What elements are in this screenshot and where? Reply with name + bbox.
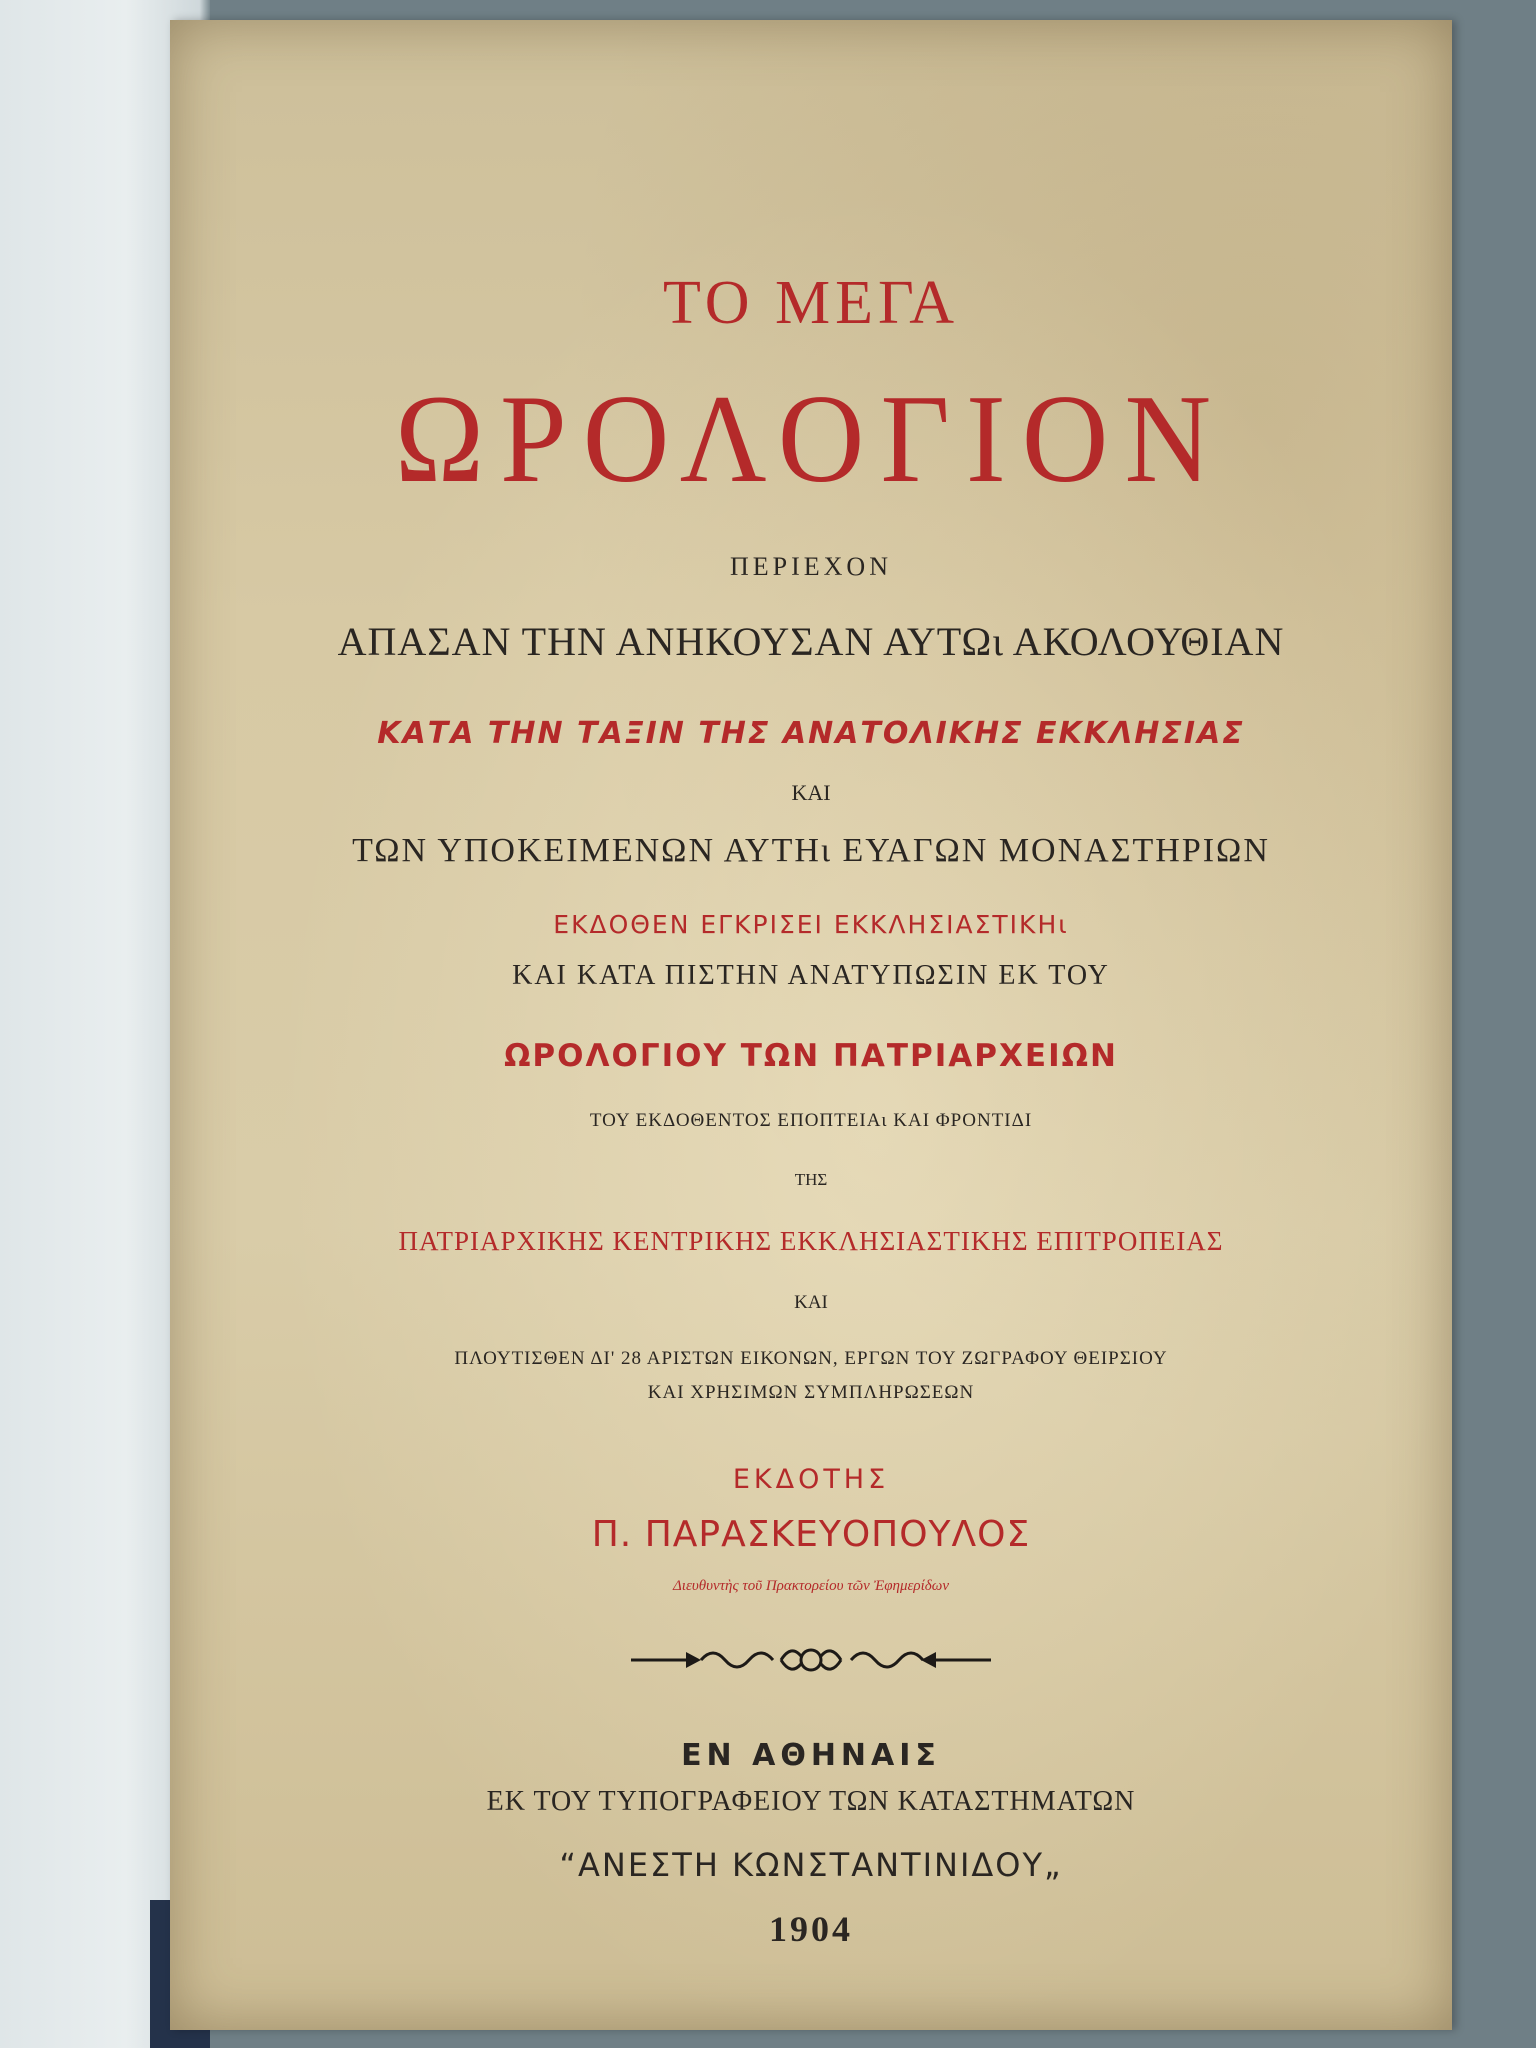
subtitle-eastern-church: ΚΑΤΑ ΤΗΝ ΤΑΞΙΝ ΤΗΣ ΑΝΑΤΟΛΙΚΗΣ ΕΚΚΛΗΣΙΑΣ [377,716,1245,751]
imprint-printer-name: “ΑΝΕΣΤΗ ΚΩΝΣΤΑΝΤΙΝΙΔΟΥ„ [559,1846,1063,1884]
title-line-1: ΤΟ ΜΕΓΑ [662,269,960,337]
subtitle-supervision: ΤΟΥ ΕΚΔΟΘΕΝΤΟΣ ΕΠΟΠΤΕΙΑι ΚΑΙ ΦΡΟΝΤΙΔΙ [589,1110,1033,1131]
subtitle-containing: ΠΕΡΙΕΧΟΝ [730,552,892,581]
imprint-year: 1904 [769,1909,853,1949]
subtitle-all-services: ΑΠΑΣΑΝ ΤΗΝ ΑΝΗΚΟΥΣΑΝ ΑΥΤΩι ΑΚΟΛΟΥΘΙΑΝ [337,619,1285,664]
publisher-label: ΕΚΔΟΤΗΣ [732,1464,890,1495]
conjunction-and-1: ΚΑΙ [791,780,831,805]
main-title: ΩΡΟΛΟΓΙΟΝ [394,368,1228,509]
subtitle-reprint: ΚΑΙ ΚΑΤΑ ΠΙΣΤΗΝ ΑΝΑΤΥΠΩΣΙΝ ΕΚ ΤΟΥ [512,960,1110,991]
subtitle-committee: ΠΑΤΡΙΑΡΧΙΚΗΣ ΚΕΝΤΡΙΚΗΣ ΕΚΚΛΗΣΙΑΣΤΙΚΗΣ ΕΠΙΤΡΟΠΕΙΑΣ [398,1226,1224,1256]
subtitle-patriarchates: ΩΡΟΛΟΓΙΟΥ ΤΩΝ ΠΑΤΡΙΑΡΧΕΙΩΝ [504,1038,1118,1074]
word-of-the: ΤΗΣ [794,1170,828,1189]
conjunction-and-2: ΚΑΙ [794,1292,828,1313]
publisher-name: Π. ΠΑΡΑΣΚΕΥΟΠΟΥΛΟΣ [591,1514,1031,1555]
imprint-printer: ΕΚ ΤΟΥ ΤΥΠΟΓΡΑΦΕΙΟΥ ΤΩΝ ΚΑΤΑΣΤΗΜΑΤΩΝ [486,1786,1136,1817]
title-page [170,20,1452,2030]
imprint-place: ΕΝ ΑΘΗΝΑΙΣ [681,1738,941,1773]
ornament-divider-icon [170,1642,1452,1682]
publisher-role: Διευθυντὴς τοῦ Πρακτορείου τῶν Ἐφημερίδων [673,1578,949,1594]
subtitle-monasteries: ΤΩΝ ΥΠΟΚΕΙΜΕΝΩΝ ΑΥΤΗι ΕΥΑΓΩΝ ΜΟΝΑΣΤΗΡΙΩΝ [352,832,1270,869]
subtitle-illustrations: ΠΛΟΥΤΙΣΘΕΝ ΔΙ' 28 ΑΡΙΣΤΩΝ ΕΙΚΟΝΩΝ, ΕΡΓΩΝ ΤΟΥ ΖΩΓΡΑΦΟΥ ΘΕΙΡΣΙΟΥ [454,1348,1168,1369]
subtitle-supplements: ΚΑΙ ΧΡΗΣΙΜΩΝ ΣΥΜΠΛΗΡΩΣΕΩΝ [647,1382,975,1403]
subtitle-approval: ΕΚΔΟΘΕΝ ΕΓΚΡΙΣΕΙ ΕΚΚΛΗΣΙΑΣΤΙΚΗι [553,910,1069,939]
